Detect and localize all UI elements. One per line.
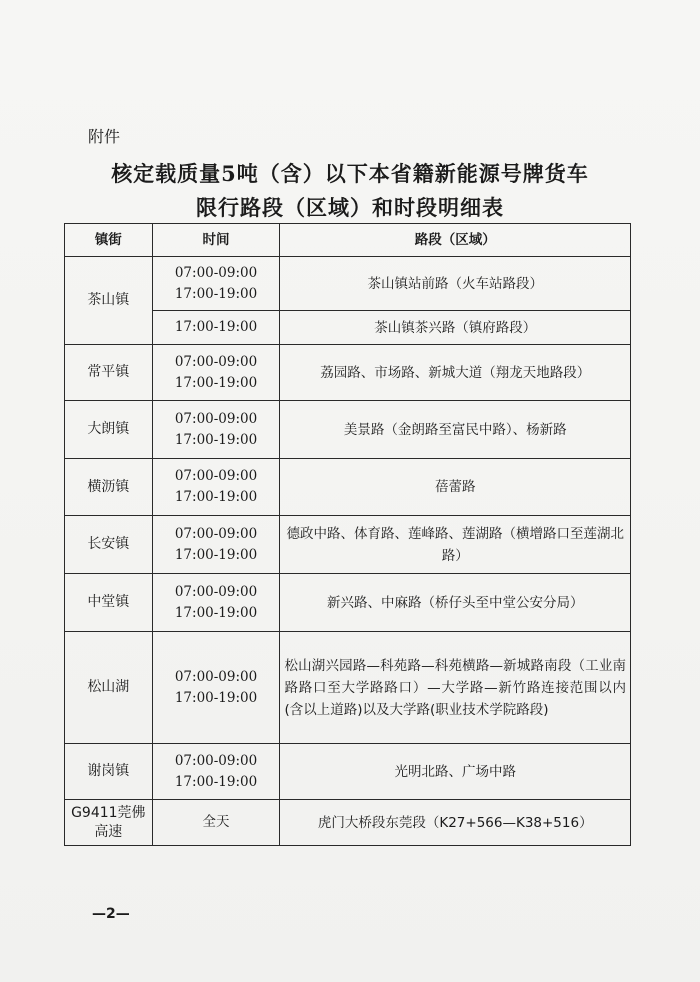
road-cell: 茶山镇站前路（火车站路段） (280, 257, 631, 311)
time-cell (152, 800, 280, 846)
road-cell: 茶山镇茶兴路（镇府路段） (280, 311, 631, 345)
table-row (65, 632, 631, 744)
time-cell (152, 744, 280, 800)
time-cell (152, 632, 280, 744)
table-row (65, 516, 631, 574)
time-cell (152, 401, 280, 459)
time-cell (152, 516, 280, 574)
table-row (65, 459, 631, 516)
time-range-1: 07:00-09:00 (174, 353, 258, 370)
road-cell: 新兴路、中麻路（桥仔头至中堂公安分局） (280, 574, 631, 632)
town-cell: G9411莞佛高速 (65, 800, 153, 846)
town-cell: 谢岗镇 (65, 744, 153, 800)
time-range-2: 17:00-19:00 (174, 374, 258, 391)
document-title-line2: 限行路段（区域）和时段明细表 (196, 195, 504, 220)
time-range-1: 07:00-09:00 (174, 410, 258, 427)
time-cell (152, 459, 280, 516)
town-cell: 常平镇 (65, 345, 153, 401)
table-row (65, 800, 631, 846)
road-cell: 荔园路、市场路、新城大道（翔龙天地路段） (280, 345, 631, 401)
time-range-2: 17:00-19:00 (174, 431, 258, 448)
attachment-label: 附件 (88, 127, 121, 146)
time-range-1: 07:00-09:00 (174, 583, 258, 600)
table-row (65, 345, 631, 401)
header-road: 路段（区域） (280, 224, 631, 257)
town-cell: 长安镇 (65, 516, 153, 574)
time-range-2: 17:00-19:00 (174, 604, 258, 621)
table-row (65, 744, 631, 800)
table-header-row (65, 224, 631, 257)
road-cell: 蓓蕾路 (280, 459, 631, 516)
road-cell: 美景路（金朗路至富民中路）、杨新路 (280, 401, 631, 459)
header-time: 时间 (152, 224, 280, 257)
town-cell: 茶山镇 (65, 257, 153, 345)
time-range-1: 07:00-09:00 (174, 668, 258, 685)
town-cell: 横沥镇 (65, 459, 153, 516)
time-range-1: 07:00-09:00 (174, 752, 258, 769)
road-cell: 虎门大桥段东莞段（K27+566—K38+516） (280, 800, 631, 846)
town-cell: 松山湖 (65, 632, 153, 744)
road-cell: 松山湖兴园路—科苑路—科苑横路—新城路南段（工业南路路口至大学路路口）—大学路—新竹路连接范围以内(含以上道路)以及大学路(职业技术学院路段) (280, 632, 631, 744)
town-cell: 中堂镇 (65, 574, 153, 632)
time-cell (152, 574, 280, 632)
time-range-2: 17:00-19:00 (174, 689, 258, 706)
time-range-2: 17:00-19:00 (174, 285, 258, 302)
time-range-2: 17:00-19:00 (174, 546, 258, 563)
time-range-1: 07:00-09:00 (174, 264, 258, 281)
road-cell: 光明北路、广场中路 (280, 744, 631, 800)
document-title-line1: 核定载质量5吨（含）以下本省籍新能源号牌货车 (111, 161, 589, 186)
page-number: —2— (92, 906, 130, 922)
time-range-1: 07:00-09:00 (174, 468, 258, 484)
restriction-table (64, 223, 631, 846)
road-cell: 德政中路、体育路、莲峰路、莲湖路（横增路口至莲湖北路） (280, 516, 631, 574)
time-range-1: 07:00-09:00 (174, 525, 258, 542)
header-town: 镇街 (65, 224, 153, 257)
time-range-2: 17:00-19:00 (174, 773, 258, 790)
table-row (65, 401, 631, 459)
town-cell: 大朗镇 (65, 401, 153, 459)
time-range-1: 全天 (202, 814, 230, 830)
time-range-2: 17:00-19:00 (174, 489, 258, 505)
time-cell (152, 257, 280, 311)
table-row (65, 574, 631, 632)
time-cell (152, 311, 280, 345)
time-range-1: 17:00-19:00 (174, 319, 258, 335)
time-cell (152, 345, 280, 401)
table-row (65, 257, 631, 311)
